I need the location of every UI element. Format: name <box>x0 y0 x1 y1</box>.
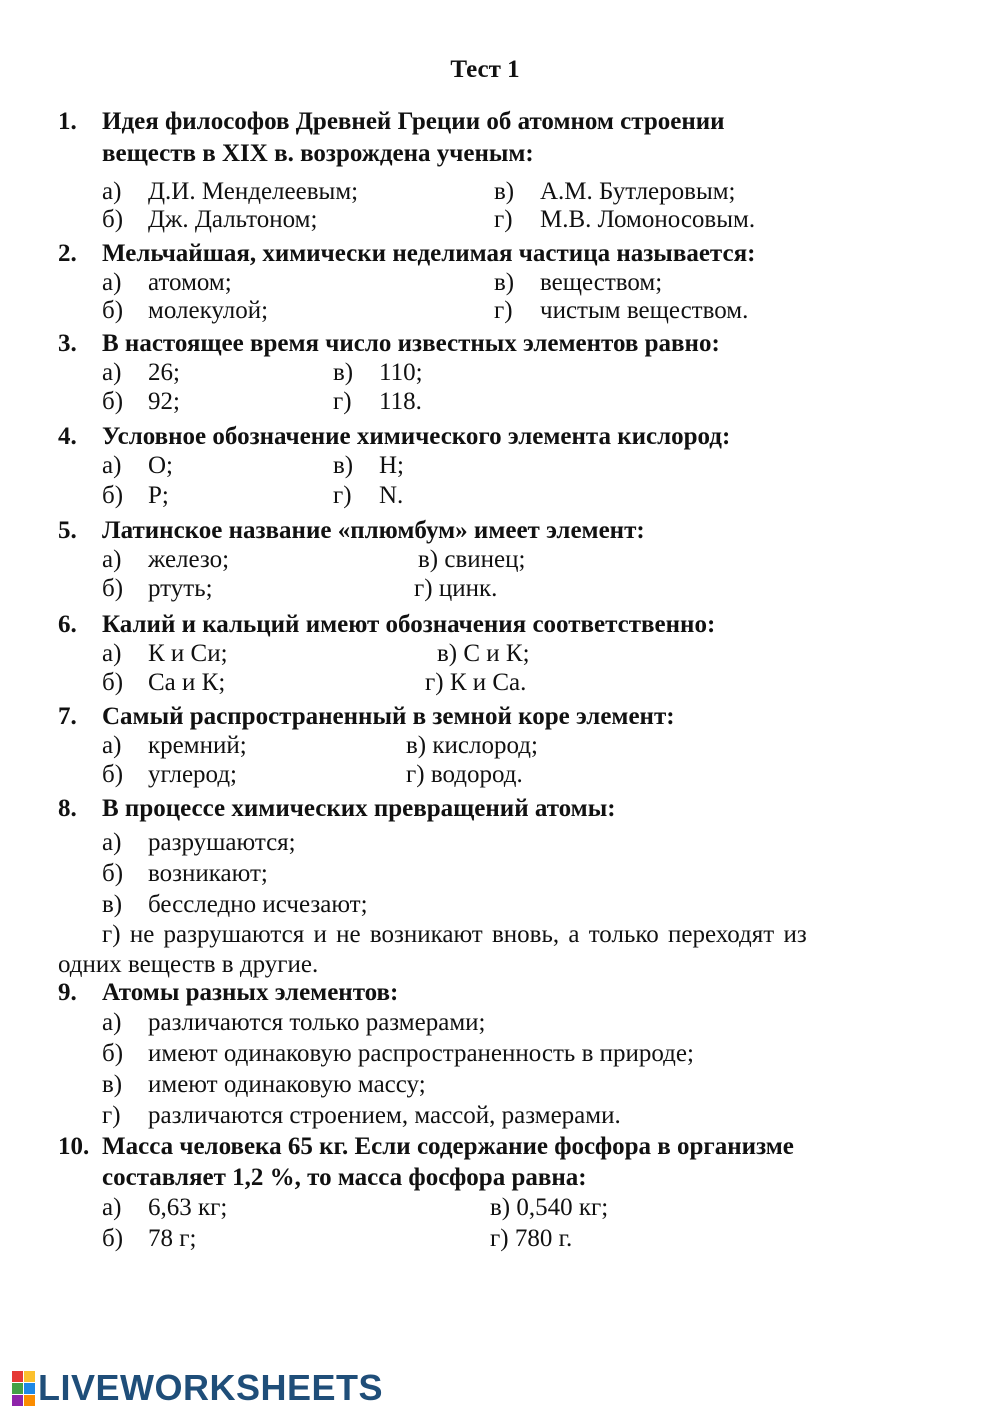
option-b[interactable] <box>102 205 317 235</box>
question-text: Калий и кальций имеют обозначения соответственно: <box>102 611 716 638</box>
option-g[interactable]: г) водород. <box>406 761 523 788</box>
option-letter: а) <box>102 1194 122 1221</box>
option-b[interactable] <box>102 296 268 326</box>
option-text: 26; <box>148 359 180 386</box>
option-b[interactable] <box>102 387 180 417</box>
option-text: кремний; <box>148 732 247 759</box>
option-letter: б) <box>102 669 124 696</box>
option-b[interactable] <box>102 859 268 889</box>
option-text: К и Си; <box>148 640 228 667</box>
option-letter: а) <box>102 1009 122 1036</box>
option-g[interactable] <box>102 1101 621 1131</box>
question-text: Масса человека 65 кг. Если содержание фосфора в организме <box>102 1133 794 1160</box>
option-v[interactable] <box>333 451 404 481</box>
option-text: Д.И. Менделеевым; <box>148 178 359 205</box>
option-text: возникают; <box>148 860 268 887</box>
option-letter: а) <box>102 359 122 386</box>
option-text: 78 г; <box>148 1225 197 1252</box>
option-a[interactable] <box>102 268 232 298</box>
option-text: 118. <box>379 388 422 415</box>
option-letter: а) <box>102 829 122 856</box>
option-a[interactable] <box>102 1008 485 1038</box>
option-letter: б) <box>102 761 124 788</box>
option-text: М.В. Ломоносовым. <box>540 206 756 233</box>
option-letter: г) <box>494 206 513 233</box>
option-letter: в) <box>494 269 515 296</box>
option-letter: а) <box>102 640 122 667</box>
question-text: Самый распространенный в земной коре элемент: <box>102 703 675 730</box>
option-letter: б) <box>102 1040 124 1067</box>
option-letter: б) <box>102 860 124 887</box>
option-letter: б) <box>102 206 124 233</box>
option-a[interactable] <box>102 358 180 388</box>
option-b[interactable] <box>102 1039 694 1069</box>
option-b[interactable] <box>102 668 225 698</box>
option-v[interactable]: в) кислород; <box>406 732 538 759</box>
option-v[interactable] <box>494 177 736 207</box>
option-letter: а) <box>102 732 122 759</box>
option-text: различаются только размерами; <box>148 1009 486 1036</box>
option-a[interactable] <box>102 1193 227 1223</box>
question-number: 1. <box>58 108 77 135</box>
question-text: В процессе химических превращений атомы: <box>102 795 616 822</box>
option-text: 6,63 кг; <box>148 1194 228 1221</box>
option-text: различаются строением, массой, размерами. <box>148 1102 621 1129</box>
option-letter: а) <box>102 178 122 205</box>
option-v[interactable] <box>102 1070 426 1100</box>
option-v[interactable] <box>494 268 662 298</box>
question-text: В настоящее время число известных элементов равно: <box>102 330 720 357</box>
option-letter: в) <box>102 1071 123 1098</box>
option-b[interactable] <box>102 760 237 790</box>
option-b[interactable] <box>102 1224 196 1254</box>
option-g-continuation: одних веществ в другие. <box>58 951 319 978</box>
option-letter: б) <box>102 575 124 602</box>
option-letter: б) <box>102 1225 124 1252</box>
option-text: H; <box>379 452 404 479</box>
question-text: Латинское название «плюмбум» имеет элемент: <box>102 517 645 544</box>
option-text: O; <box>148 452 173 479</box>
option-g[interactable]: г) К и Са. <box>425 669 527 696</box>
option-g[interactable] <box>494 205 755 235</box>
option-g[interactable]: г) цинк. <box>414 575 498 602</box>
option-letter: в) <box>102 891 123 918</box>
option-letter: б) <box>102 388 124 415</box>
option-text: веществом; <box>540 269 663 296</box>
option-letter: в) <box>333 359 354 386</box>
question-text: веществ в XIX в. возрождена ученым: <box>102 140 534 167</box>
option-text: чистым веществом. <box>540 297 749 324</box>
option-letter: в) <box>494 178 515 205</box>
option-text: имеют одинаковую распространенность в природе; <box>148 1040 694 1067</box>
logo-cubes-icon <box>12 1371 34 1405</box>
option-text: углерод; <box>148 761 238 788</box>
option-a[interactable] <box>102 545 229 575</box>
option-text: молекулой; <box>148 297 269 324</box>
question-number: 4. <box>58 423 77 450</box>
question-text: Идея философов Древней Греции об атомном строении <box>102 108 725 135</box>
option-v[interactable]: в) 0,540 кг; <box>490 1194 609 1221</box>
question-number: 7. <box>58 703 77 730</box>
option-v[interactable]: в) свинец; <box>418 546 526 573</box>
question-text: Атомы разных элементов: <box>102 979 399 1006</box>
question-number: 2. <box>58 240 77 267</box>
option-text: бесследно исчезают; <box>148 891 368 918</box>
option-text: А.М. Бутлеровым; <box>540 178 736 205</box>
liveworksheets-logo <box>12 1368 383 1408</box>
option-v[interactable] <box>102 890 368 920</box>
logo-text: LIVEWORKSHEETS <box>38 1367 384 1408</box>
page-title: Тест 1 <box>450 56 520 83</box>
question-number: 5. <box>58 517 77 544</box>
option-text: имеют одинаковую массу; <box>148 1071 426 1098</box>
question-number: 10. <box>58 1133 90 1160</box>
option-letter: г) <box>102 1102 121 1129</box>
option-letter: г) <box>333 482 352 509</box>
option-letter: а) <box>102 269 122 296</box>
question-number: 9. <box>58 979 77 1006</box>
option-text: атомом; <box>148 269 232 296</box>
question-number: 6. <box>58 611 77 638</box>
option-a[interactable] <box>102 731 247 761</box>
option-a[interactable] <box>102 177 358 207</box>
question-text: составляет 1,2 %, то масса фосфора равна: <box>102 1164 587 1191</box>
option-text: ртуть; <box>148 575 213 602</box>
option-a[interactable] <box>102 451 173 481</box>
option-g[interactable] <box>494 296 748 326</box>
option-g[interactable] <box>333 481 403 511</box>
option-b[interactable] <box>102 574 213 604</box>
option-letter: в) <box>333 452 354 479</box>
option-a[interactable] <box>102 828 296 858</box>
question-number: 3. <box>58 330 77 357</box>
option-g[interactable] <box>333 387 422 417</box>
option-v[interactable]: в) С и К; <box>437 640 530 667</box>
option-text: 110; <box>379 359 423 386</box>
option-a[interactable] <box>102 639 228 669</box>
option-letter: г) <box>494 297 513 324</box>
option-text: 92; <box>148 388 180 415</box>
option-g[interactable]: г) не разрушаются и не возникают вновь, а только переходят из <box>102 921 807 948</box>
option-letter: а) <box>102 546 122 573</box>
option-text: N. <box>379 482 404 509</box>
option-text: железо; <box>148 546 230 573</box>
question-text: Условное обозначение химического элемента кислород: <box>102 423 731 450</box>
option-text: разрушаются; <box>148 829 296 856</box>
option-text: P; <box>148 482 169 509</box>
option-letter: а) <box>102 452 122 479</box>
option-text: Дж. Дальтоном; <box>148 206 318 233</box>
option-b[interactable] <box>102 481 169 511</box>
question-number: 8. <box>58 795 77 822</box>
option-letter: б) <box>102 482 124 509</box>
option-g[interactable]: г) 780 г. <box>490 1225 573 1252</box>
question-text: Мельчайшая, химически неделимая частица называется: <box>102 240 756 267</box>
option-text: Са и К; <box>148 669 226 696</box>
option-letter: г) <box>333 388 352 415</box>
option-v[interactable] <box>333 358 423 388</box>
option-letter: б) <box>102 297 124 324</box>
